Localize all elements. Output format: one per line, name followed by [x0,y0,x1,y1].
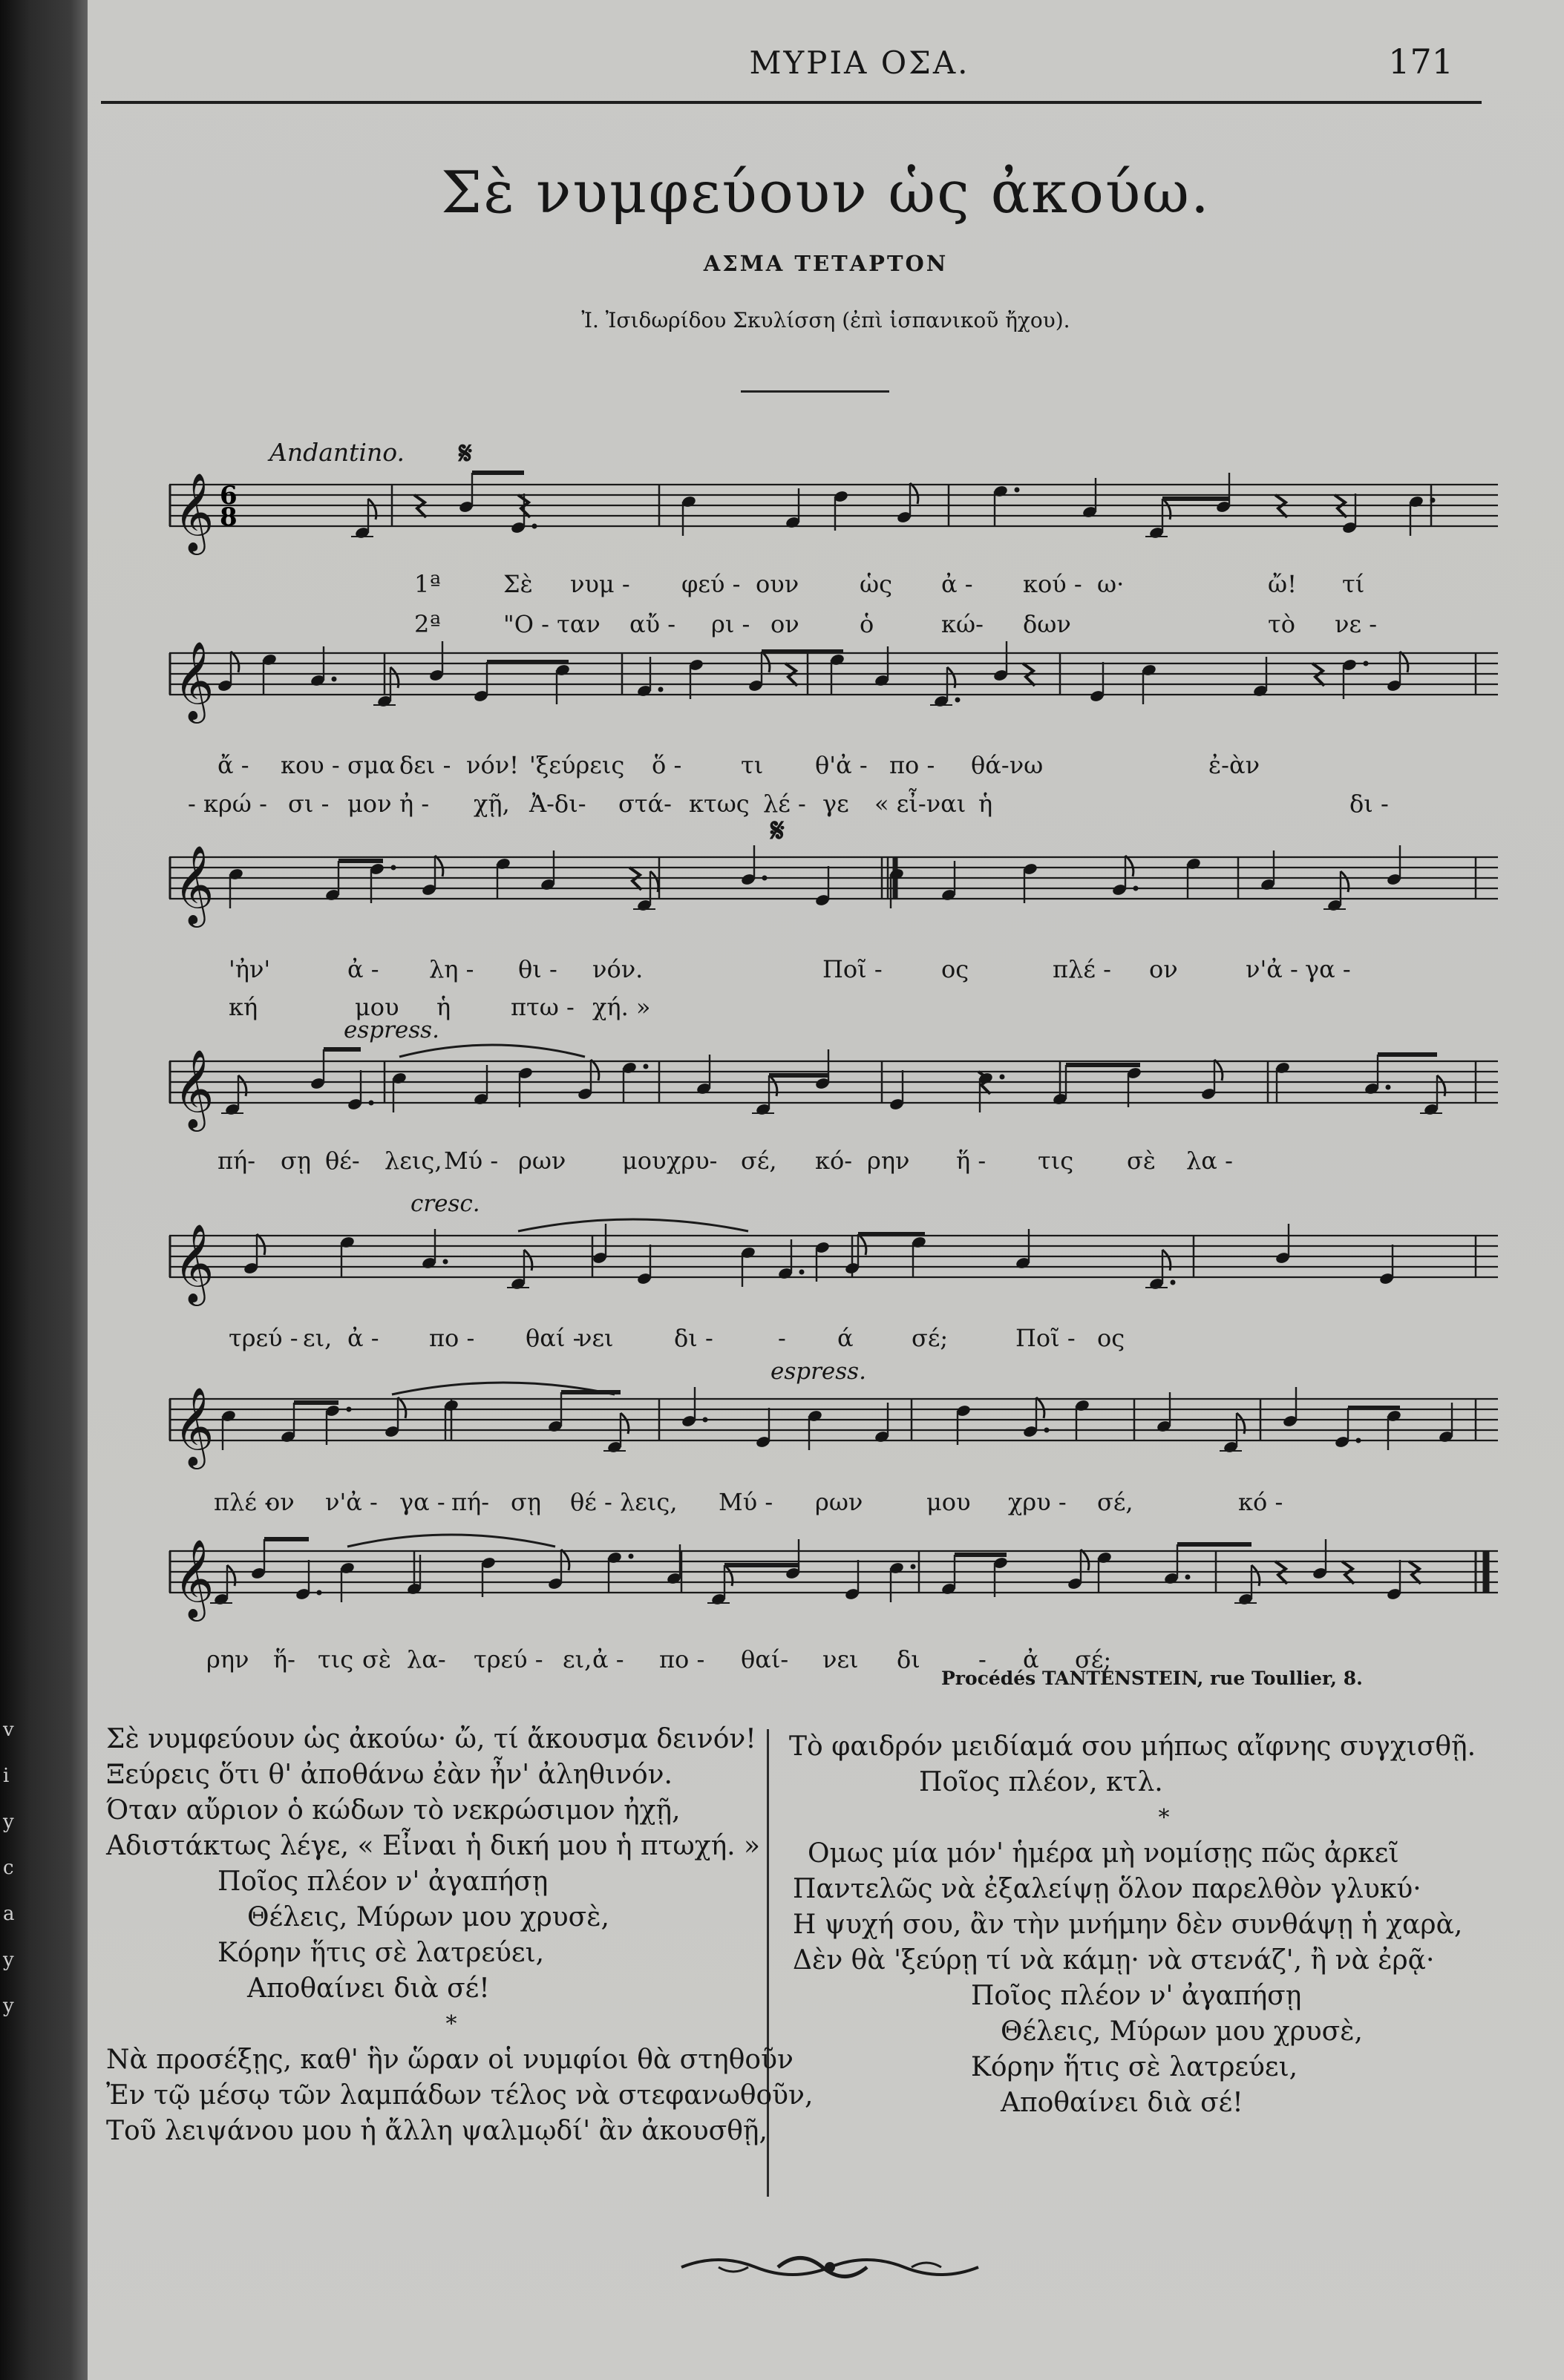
verse-number-2: 2ª [414,610,441,638]
music-staff-6 [169,1380,1498,1466]
lyric-syllable: πλέ - [1053,955,1111,983]
verse-line: Όταν αὔριον ὁ κώδων τὸ νεκρώσιμον ἠχῇ, [106,1795,681,1826]
lyric-syllable: γα - [1305,955,1351,983]
treble-clef-icon: 𝄞 [174,845,215,924]
lyric-syllable: δει - [399,751,451,779]
lyric-syllable: ά [837,1324,854,1352]
lyric-syllable: γε [822,790,849,818]
lyric-syllable: ρι - [711,610,750,638]
song-subtitle: ΑΣΜΑ ΤΕΤΑΡΤΟΝ [703,251,949,276]
lyric-syllable: λέ - [763,790,806,818]
treble-clef-icon: 𝄞 [174,1386,215,1466]
lyric-syllable: χρυ- [667,1147,718,1175]
lyric-syllable: νόν. [592,955,644,983]
song-title: Σὲ νυμφεύουν ὡς ἀκούω. [441,160,1211,226]
tempo-marking: Andantino. [269,438,405,467]
lyric-syllable: Ποῖ - [1015,1324,1076,1352]
lyric-syllable: νει [577,1324,614,1352]
treble-clef-icon: 𝄞 [174,1223,215,1302]
verse-number-1: 1ª [414,570,441,598]
lyric-syllable: ἡ [436,993,451,1021]
lyric-syllable: ἥ - [956,1147,987,1175]
music-staff-7 [169,1532,1498,1618]
time-signature-bottom: 8 [220,502,238,532]
lyric-syllable: σι - [288,790,330,818]
lyric-syllable: ρην [206,1645,249,1673]
lyric-syllable: ἀ - [347,1324,379,1352]
lyric-syllable: γα - [399,1488,445,1516]
time-signature-top: 6 [220,481,238,511]
music-staff-2 [169,635,1498,720]
verse-line: Νὰ προσέξῃς, καθ' ἣν ὥραν οἱ νυμφίοι θὰ στηθοῦν [106,2045,794,2075]
lyric-syllable: "Ο - ταν [503,610,601,638]
lyric-syllable: σέ, [741,1147,777,1175]
verse-line: Ἐν τῷ μέσῳ τῶν λαμπάδων τέλος νὰ στεφανωθοῦν, [106,2080,814,2111]
refrain-line: Αποθαίνει διὰ σέ! [1001,2088,1243,2118]
lyric-syllable: σὲ [362,1645,392,1673]
lyric-syllable: σὲ [1127,1147,1156,1175]
dynamic-espress-second: espress. [770,1358,866,1385]
verse-line: Αδιστάκτως λέγε, « Εἶναι ἡ δική μου ἡ πτωχή. » [106,1831,761,1861]
lyric-syllable: ρων [815,1488,863,1516]
lyric-syllable: ος [1097,1324,1125,1352]
lyric-syllable: κού - [1023,570,1082,598]
lyric-syllable: σῃ [281,1147,312,1175]
lyric-syllable: σέ, [1097,1488,1133,1516]
lyric-syllable: σέ; [1075,1645,1112,1673]
lyric-syllable: τις [318,1645,354,1673]
lyric-syllable: Σὲ [503,570,533,598]
lyric-syllable: - [978,1645,987,1673]
lyric-syllable: τί [1342,570,1365,598]
lyric-syllable: ἐ-ὰν [1208,751,1260,779]
lyric-syllable: θέ - λεις, [570,1488,678,1516]
music-staff-5 [169,1217,1498,1302]
lyric-syllable: 'ἠν' [229,955,271,983]
running-head: ΜΥΡΙΑ ΟΣΑ. [749,45,970,81]
lyric-syllable: κτως [689,790,750,818]
lyric-syllable: ον [266,1488,295,1516]
lyric-syllable: ος [941,955,969,983]
book-page [88,0,1564,2380]
header-rule [101,101,1482,104]
lyric-syllable: λα - [1186,1147,1233,1175]
lyric-syllable: μου [622,1147,667,1175]
lyric-syllable: ἀ - [347,955,379,983]
dynamic-espress: espress. [344,1017,439,1043]
lyric-syllable: πο - [429,1324,475,1352]
refrain-line: Θέλεις, Μύρων μου χρυσὲ, [1001,2016,1363,2047]
lyric-syllable: ἥ- [273,1645,295,1673]
refrain-line: Θέλεις, Μύρων μου χρυσὲ, [247,1902,609,1932]
refrain-line: Ποῖος πλέον ν' ἀγαπήσῃ [971,1981,1302,2011]
lyric-syllable: τι [741,751,764,779]
lyric-syllable: ω· [1097,570,1125,598]
lyric-syllable: ἠ - [399,790,430,818]
lyric-syllable: νει [822,1645,859,1673]
lyric-syllable: ον [1149,955,1178,983]
refrain-line: Ποῖος πλέον ν' ἀγαπήσῃ [217,1866,549,1897]
refrain-line: Κόρην ἥτις σὲ λατρεύει, [217,1938,545,1968]
refrain-line: Ποῖος πλέον, κτλ. [919,1767,1163,1797]
printer-credit: Procédés TANTENSTEIN, rue Toullier, 8. [941,1668,1363,1689]
verse-line: Τοῦ λειψάνου μου ἡ ἄλλη ψαλμῳδί' ἂν ἀκουσθῇ, [106,2116,768,2146]
lyric-syllable: πή- [451,1488,490,1516]
music-staff-4 [169,1043,1498,1128]
verses-left-column [106,1722,814,2149]
verse-line: Ξεύρεις ὅτι θ' ἀποθάνω ἐὰν ἦν' ἀληθινόν. [106,1760,673,1790]
lyric-syllable: ἡ [978,790,993,818]
page-number: 171 [1388,42,1453,82]
lyric-syllable: πλέ - [214,1488,272,1516]
verses-right-column [770,1729,1557,2121]
lyric-syllable: χή. » [592,993,651,1021]
lyric-syllable: νόν! [466,751,520,779]
lyric-syllable: αὔ - [629,610,676,638]
lyric-syllable: πτω - [511,993,575,1021]
lyric-syllable: θ'ἀ - [815,751,868,779]
lyric-syllable: ει, [563,1645,592,1673]
stanza-separator: * [445,2011,457,2037]
lyric-syllable: σῃ [511,1488,542,1516]
treble-clef-icon: 𝄞 [174,640,215,720]
segno-sign: 𝄋 [459,435,473,471]
lyric-syllable: Μύ - [719,1488,773,1516]
lyric-syllable: τρεύ - [474,1645,543,1673]
segno-sign-middle: 𝄋 [770,812,785,850]
music-staff-1 [169,466,1498,551]
lyric-syllable: πή- [217,1147,256,1175]
lyric-syllable: πο - [889,751,935,779]
refrain-line: Αποθαίνει διὰ σέ! [247,1973,490,2004]
lyric-syllable: ὅ - [652,751,682,779]
music-staff-3 [169,839,1498,924]
lyric-syllable: στά- [618,790,672,818]
verse-line: Τὸ φαιδρόν μειδίαμά σου μήπως αἴφνης συγχισθῇ. [789,1731,1476,1762]
lyric-syllable: δι - [1349,790,1389,818]
verse-line: Σὲ νυμφεύουν ὡς ἀκούω· ὤ, τί ἄκουσμα δεινόν! [106,1724,756,1754]
lyric-syllable: τὸ [1268,610,1295,638]
lyric-syllable: σέ; [912,1324,949,1352]
lyric-syllable: νυμ - [570,570,630,598]
lyric-syllable: ν'ἀ - [325,1488,378,1516]
lyric-syllable: δι [897,1645,920,1673]
lyric-syllable: ὤ! [1268,570,1297,598]
lyric-syllable: λεις, [385,1147,442,1175]
lyric-syllable: ει, [303,1324,333,1352]
lyric-syllable: ὁ [860,610,874,638]
stanza-separator: * [1158,1805,1170,1831]
lyric-syllable: ρην [867,1147,910,1175]
dynamic-cresc: cresc. [410,1190,480,1217]
verse-line: Η ψυχή σου, ἂν τὴν μνήμην δὲν συνθάψῃ ἡ χαρὰ, [793,1909,1463,1940]
lyric-syllable: σμα [347,751,396,779]
lyric-syllable: ον [770,610,799,638]
lyric-syllable: ἀ [1023,1645,1039,1673]
treble-clef-icon: 𝄞 [174,472,215,551]
treble-clef-icon: 𝄞 [174,1049,215,1128]
lyric-syllable: κό - [1238,1488,1283,1516]
lyric-syllable: ἀ - [592,1645,624,1673]
ornament-flourish [674,2245,986,2289]
song-credit: Ἰ. Ἰσιδωρίδου Σκυλίσση (ἐπὶ ἱσπανικοῦ ἤχου). [581,308,1070,332]
lyric-syllable: ἀ - [941,570,973,598]
lyric-syllable: λα- [407,1645,446,1673]
lyric-syllable: κή [229,993,258,1021]
lyric-syllable: τις [1038,1147,1074,1175]
treble-clef-icon: 𝄞 [174,1538,215,1618]
verse-line: Ομως μία μόν' ἡμέρα μὴ νομίσῃς πῶς ἀρκεῖ [808,1838,1399,1869]
lyric-syllable: δι - [674,1324,713,1352]
lyric-syllable: θι - [518,955,557,983]
lyric-syllable: θαί- [741,1645,789,1673]
verse-line: Παντελῶς νὰ ἐξαλείψῃ ὅλον παρελθὸν γλυκύ· [793,1874,1421,1904]
lyric-syllable: ἄ - [217,751,249,779]
lyric-syllable: χῇ, [474,790,510,818]
title-divider [741,390,889,393]
lyric-syllable: θέ- [325,1147,360,1175]
margin-marks: v i y c a y y [3,1719,15,2017]
lyric-syllable: δων [1023,610,1071,638]
refrain-line: Κόρην ἥτις σὲ λατρεύει, [971,2052,1298,2082]
lyric-syllable: ουν [756,570,799,598]
lyric-syllable: νε - [1335,610,1378,638]
lyric-syllable: ν'ἀ - [1246,955,1298,983]
lyric-syllable: τρεύ - [229,1324,298,1352]
verse-line: Δὲν θὰ 'ξεύρῃ τί νὰ κάμῃ· νὰ στενάζ', ἢ νὰ ἐρᾷ· [793,1945,1435,1976]
lyric-syllable: θά-νω [971,751,1044,779]
lyric-syllable: ρων [518,1147,566,1175]
lyric-syllable: κό- [815,1147,853,1175]
lyric-syllable: πο - [659,1645,705,1673]
lyric-syllable: - κρώ - [188,790,267,818]
lyric-syllable: - [778,1324,786,1352]
lyric-syllable: Ποῖ - [822,955,883,983]
lyric-syllable: λη - [429,955,474,983]
lyric-syllable: μου [926,1488,971,1516]
lyric-syllable: Μύ - [444,1147,499,1175]
lyric-syllable: 'ξεύρεις [529,751,625,779]
lyric-syllable: θαί - [526,1324,581,1352]
lyric-syllable: ὡς [860,570,893,598]
lyric-syllable: μου [355,993,399,1021]
lyric-syllable: χρυ - [1008,1488,1067,1516]
lyric-syllable: κου - [281,751,340,779]
lyric-syllable: Ἀ-δι- [529,790,586,818]
lyric-syllable: μον [347,790,392,818]
lyric-syllable: κώ- [941,610,984,638]
lyric-syllable: « εἶ-ναι [874,790,966,818]
lyric-syllable: φεύ - [681,570,741,598]
